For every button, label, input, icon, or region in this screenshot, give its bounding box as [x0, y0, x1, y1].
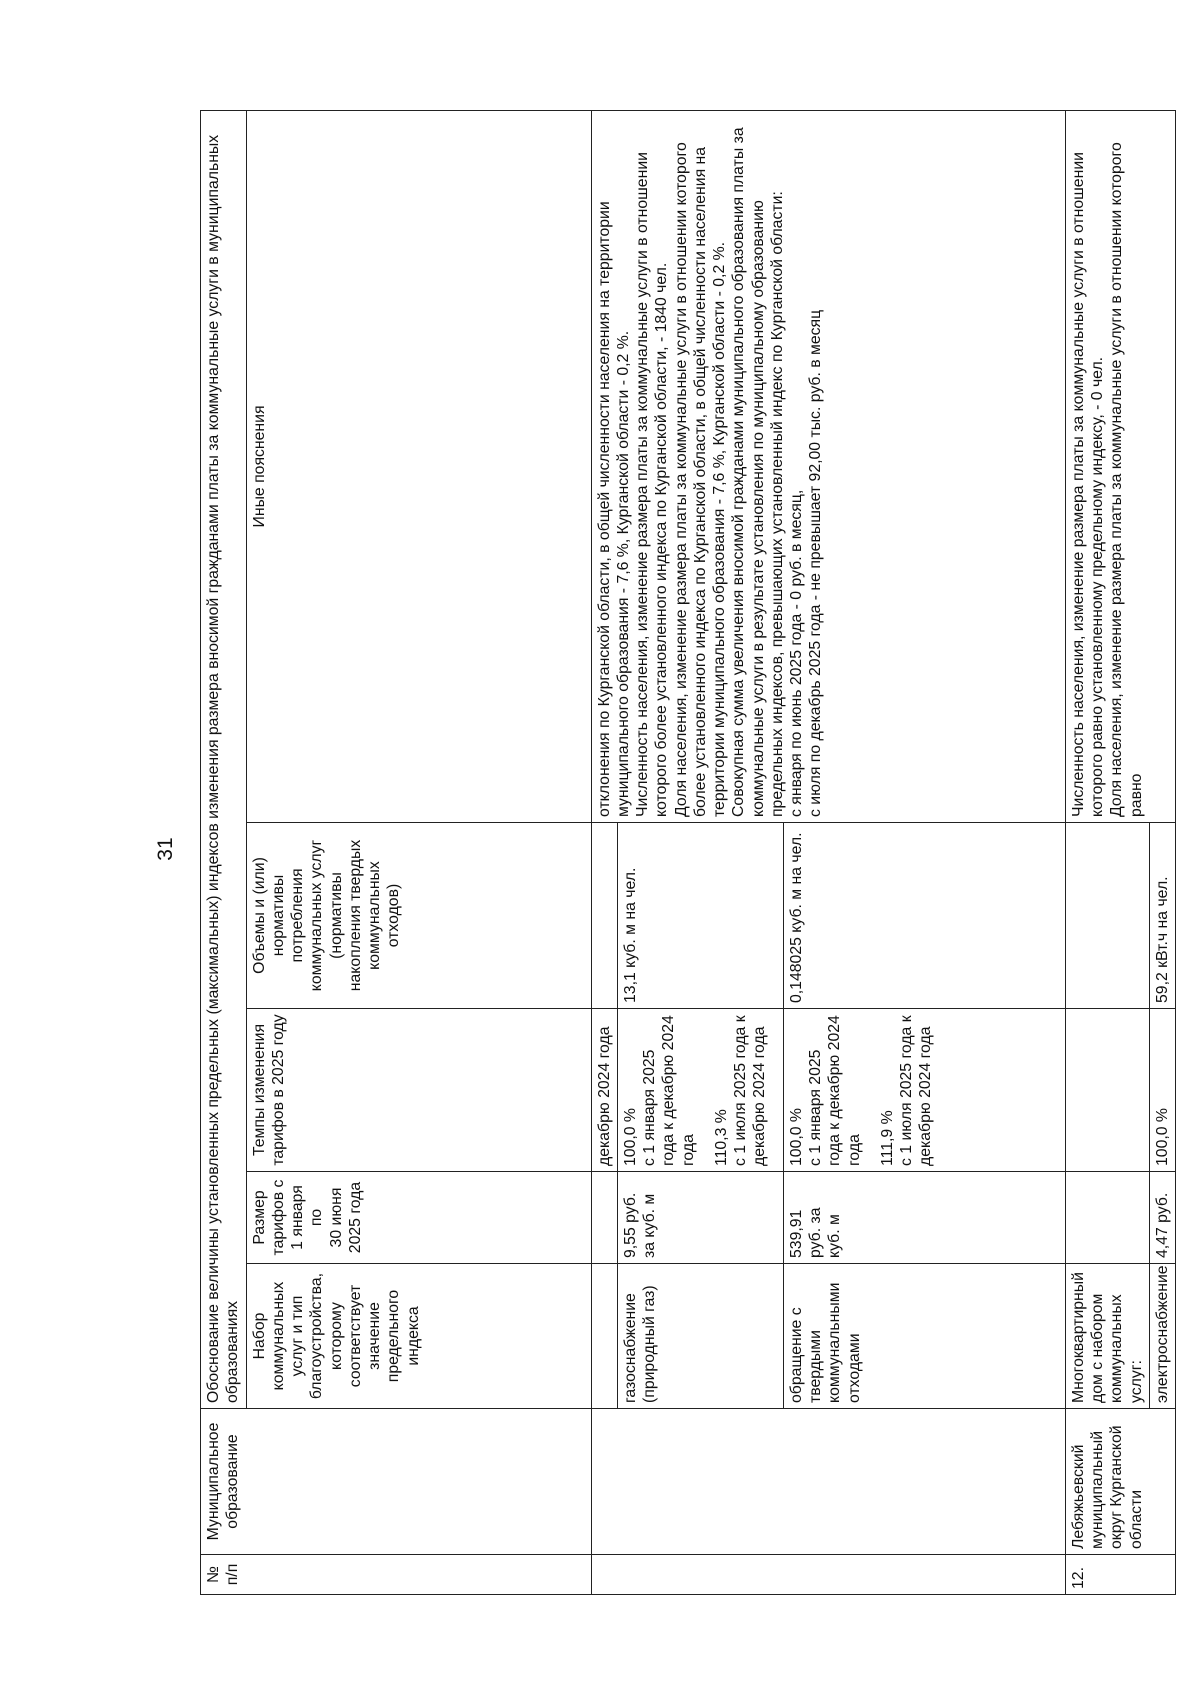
- cell-notes-12: Численность населения, изменение размера платы за коммунальные услуги в отношении которого равно установленному предельному индексу, - 0 чел. Доля населения, изменение размера платы за коммунальные услуги в отношении которого равно: [1065, 110, 1175, 822]
- page-number: 31: [154, 837, 177, 861]
- table-row-continued: [591, 110, 617, 1594]
- header-tariff-rates: Темпы изменения тарифов в 2025 году: [246, 1009, 591, 1172]
- cell-tariff-gas: 9,55 руб. за куб. м: [617, 1172, 783, 1264]
- header-services-set: Набор коммунальных услуг и тип благоустройства, которому соответствует значение предельного индекса: [246, 1264, 591, 1409]
- cell-municipality-12: Лебяжьевский муниципальный округ Курганской области: [1065, 1409, 1175, 1555]
- rotated-page: [200, 111, 1171, 1595]
- cell-rate-electricity: 100,0 %: [1149, 1009, 1175, 1172]
- rate-waste-january: 100,0 % с 1 января 2025 года к декабрю 2024 года: [787, 1015, 863, 1166]
- cell-rate-continued: декабрю 2024 года: [591, 1009, 617, 1172]
- rate-waste-july: 111,9 % с 1 июля 2025 года к декабрю 2024 года: [878, 1015, 935, 1166]
- rate-gas-july: 110,3 % с 1 июля 2025 года к декабрю 2024 года: [712, 1015, 769, 1166]
- cell-volume-electricity: 59,2 кВт.ч на чел.: [1149, 823, 1175, 1009]
- cell-notes-continued: отклонения по Курганской области, в общей численности населения на территории муниципального образования - 7,6 %, Курганской области - 0,2 %. Численность населения, изменение размера платы за коммунальные услуги в отношении которого более установленного индекса по Курганской области, - 1840 чел. Доля населения, изменение размера платы за коммунальные услуги в отношении которого более установленного индекса по Курганской области, в общей численности населения на территории муниципального образования - 7,6 %, Курганской области - 0,2 %. Совокупная сумма увеличения вносимой гражданами муниципального образования платы за коммунальные услуги в результате установления по муниципальному образованию предельных индексов, превышающих установленный индекс по Курганской области: с января по июнь 2025 года - 0 руб. в месяц, с июля по декабрь 2025 года - не превышает 92,00 тыс. руб. в месяц: [591, 110, 1065, 822]
- header-justification: Обоснование величины установленных предельных (максимальных) индексов изменения размера вносимой гражданами платы за коммунальные услуги в муниципальных образованиях: [201, 110, 247, 1408]
- cell-tariff-waste: 539,91 руб. за куб. м: [783, 1172, 1065, 1264]
- cell-volume-waste: 0,148025 куб. м на чел.: [783, 823, 1065, 1009]
- tariff-table: [200, 110, 1176, 1595]
- cell-rate-waste: [783, 1009, 1065, 1172]
- header-volumes: Объемы и (или) нормативы потребления коммунальных услуг (нормативы накопления твердых коммунальных отходов): [246, 823, 591, 1009]
- cell-num-12: 12.: [1065, 1555, 1175, 1595]
- header-notes: Иные пояснения: [246, 110, 591, 822]
- table-row-12: [1065, 110, 1149, 1594]
- cell-service-waste: обращение с твердыми коммунальными отходами: [783, 1264, 1065, 1409]
- cell-volume-gas: 13,1 куб. м на чел.: [617, 823, 783, 1009]
- cell-house-type-12: Многоквартирный дом с набором коммунальных услуг:: [1065, 1264, 1149, 1409]
- cell-service-electricity: электроснабжение: [1149, 1264, 1175, 1409]
- cell-service-gas: газоснабжение (природный газ): [617, 1264, 783, 1409]
- header-tariff-size: Размер тарифов с 1 января по 30 июня 2025 года: [246, 1172, 591, 1264]
- cell-tariff-electricity: 4,47 руб.: [1149, 1172, 1175, 1264]
- cell-rate-gas: [617, 1009, 783, 1172]
- header-municipality: Муниципальное образование: [201, 1409, 592, 1555]
- rate-gas-january: 100,0 % с 1 января 2025 года к декабрю 2024 года: [621, 1015, 697, 1166]
- header-num: № п/п: [201, 1555, 592, 1595]
